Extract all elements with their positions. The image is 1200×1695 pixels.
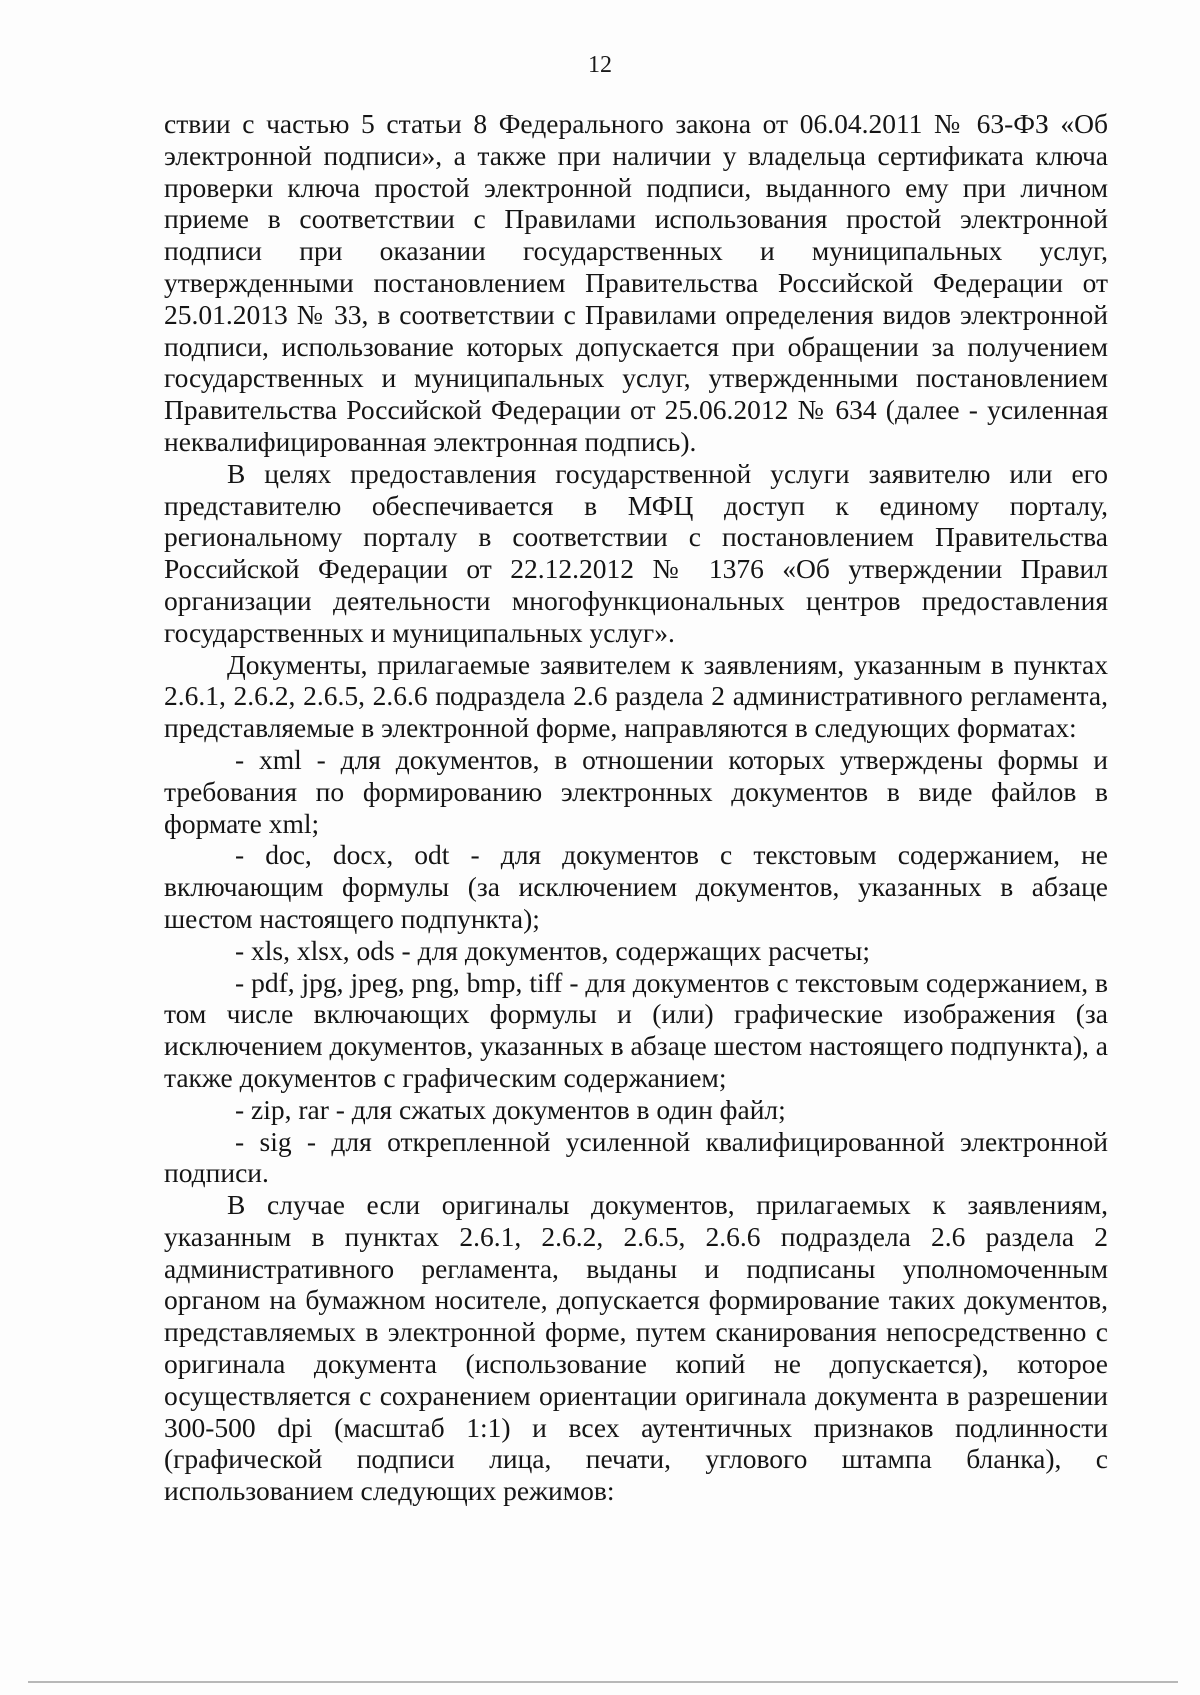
list-item-format-sig: - sig - для открепленной усиленной квалифицированной электронной подписи.: [164, 1125, 1108, 1189]
paragraph-continuation: ствии с частью 5 статьи 8 Федерального закона от 06.04.2011 № 63-ФЗ «Об электронной подписи», а также при наличии у владельца сертификата ключа проверки ключа простой электронной подписи, выданного ему при личном приеме в соответствии с Правилами использования простой электронной подписи при оказании государственных и муниципальных услуг, утвержденными постановлением Правительства Российской Федерации от 25.01.2013 № 33, в соответствии с Правилами определения видов электронной подписи, использование которых допускается при обращении за получением государственных и муниципальных услуг, утвержденными постановлением Правительства Российской Федерации от 25.06.2012 № 634 (далее - усиленная неквалифицированная электронная подпись).: [164, 108, 1108, 457]
paragraph-formats-intro: Документы, прилагаемые заявителем к заявлениям, указанным в пунктах 2.6.1, 2.6.2, 2.6.5, 2.6.6 подраздела 2.6 раздела 2 административного регламента, представляемые в электронной форме, направляются в следующих форматах:: [164, 648, 1108, 744]
paragraph-scanning: В случае если оригиналы документов, прилагаемых к заявлениям, указанным в пунктах 2.6.1, 2.6.2, 2.6.5, 2.6.6 подраздела 2.6 раздела 2 административного регламента, выданы и подписаны уполномоченным органом на бумажном носителе, допускается формирование таких документов, представляемых в электронной форме, путем сканирования непосредственно с оригинала документа (использование копий не допускается), которое осуществляется с сохранением ориентации оригинала документа в разрешении 300-500 dpi (масштаб 1:1) и всех аутентичных признаков подлинности (графической подписи лица, печати, углового штампа бланка), с использованием следующих режимов:: [164, 1189, 1108, 1507]
list-item-format-xml: - xml - для документов, в отношении которых утверждены формы и требования по формированию электронных документов в виде файлов в формате xml;: [164, 743, 1108, 839]
list-item-format-zip: - zip, rar - для сжатых документов в один файл;: [235, 1093, 786, 1125]
scan-edge-line: [28, 1681, 1178, 1683]
list-item-format-xls: - xls, xlsx, ods - для документов, содержащих расчеты;: [235, 934, 870, 966]
document-body: [164, 108, 1108, 1507]
paragraph-mfc-access: В целях предоставления государственной услуги заявителю или его представителю обеспечивается в МФЦ доступ к единому порталу, региональному порталу в соответствии с постановлением Правительства Российской Федерации от 22.12.2012 № 1376 «Об утверждении Правил организации деятельности многофункциональных центров предоставления государственных и муниципальных услуг».: [164, 457, 1108, 648]
list-item-format-pdf: - pdf, jpg, jpeg, png, bmp, tiff - для документов с текстовым содержанием, в том числе включающих формулы и (или) графические изображения (за исключением документов, указанных в абзаце шестом настоящего подпункта), а также документов с графическим содержанием;: [164, 966, 1108, 1093]
page-number: 12: [588, 52, 612, 78]
list-item-format-doc: - doc, docx, odt - для документов с текстовым содержанием, не включающим формулы (за исключением документов, указанных в абзаце шестом настоящего подпункта);: [164, 839, 1108, 934]
